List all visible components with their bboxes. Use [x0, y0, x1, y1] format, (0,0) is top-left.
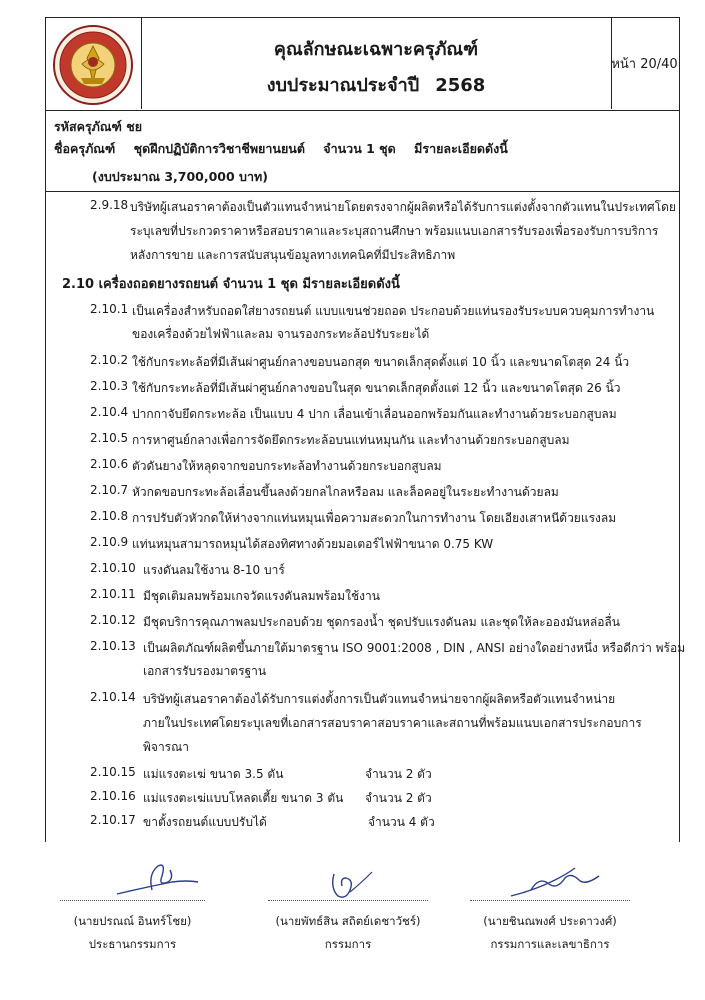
item-text: เป็นเครื่องสำหรับถอดใส่ยางรถยนต์ แบบแขนช่วยถอด ประกอบด้วยแท่นรองรับระบบควบคุมการทำงาน	[132, 304, 655, 318]
item-text: ของเครื่องด้วยไฟฟ้าและลม จานรองกระทะล้อปรับระยะได้	[132, 327, 430, 341]
item-text: ใช้กับกระทะล้อที่มีเส้นผ่าศูนย์กลางขอบนอกสุด ขนาดเล็กสุดตั้งแต่ 10 นิ้ว และขนาดโตสุด 24 นิ้ว	[132, 355, 630, 369]
item-text: ภายในประเทศโดยระบุเลขที่เอกสารสอบราคาสอบราคาและสถานที่พร้อมแนบเอกสารประกอบการ	[143, 716, 642, 730]
section-title: เครื่องถอดยางรถยนต์ จำนวน 1 ชุด มีรายละเอียดดังนี้	[98, 277, 400, 292]
equipment-name-line	[54, 139, 522, 159]
item-text: มีชุดบริการคุณภาพลมประกอบด้วย ชุดกรองน้ำ ชุดปรับแรงดันลม และชุดให้ละอองมันหล่อลื่น	[143, 615, 620, 629]
signer-role-2: กรรมการ	[324, 937, 372, 951]
item-quantity: จำนวน 2 ตัว	[365, 767, 432, 781]
signature-scrawl-2	[320, 866, 380, 904]
item-text: เอกสารรับรองมาตรฐาน	[143, 664, 267, 678]
item-number: 2.10.14	[90, 690, 136, 704]
signature-scrawl-3	[505, 862, 605, 902]
item-number: 2.10.2	[90, 353, 129, 367]
item-number: 2.10.1	[90, 302, 129, 316]
item-text: ขาตั้งรถยนต์แบบปรับได้	[143, 815, 267, 829]
item-quantity: จำนวน 2 ตัว	[365, 791, 432, 805]
signature-line-2	[268, 900, 428, 901]
item-number: 2.10.5	[90, 431, 129, 445]
item-text: การหาศูนย์กลางเพื่อการจัดยึดกระทะล้อบนแท่นหมุนกัน และทำงานด้วยกระบอกสูบลม	[132, 433, 570, 447]
signer-name-3: (นายชินณพงศ์ ประดาวงศ์)	[483, 914, 617, 928]
item-number: 2.10.3	[90, 379, 129, 393]
equipment-code: รหัสครุภัณฑ์ ชย	[54, 119, 143, 134]
item-number: 2.10.11	[90, 587, 136, 601]
item-text: แรงดันลมใช้งาน 8-10 บาร์	[143, 563, 285, 577]
item-text: ใช้กับกระทะล้อที่มีเส้นผ่าศูนย์กลางขอบในสุด ขนาดเล็กสุดตั้งแต่ 12 นิ้ว และขนาดโตสุด 26 นิ้ว	[132, 381, 621, 395]
item-text: หัวกดขอบกระทะล้อเลื่อนขึ้นลงด้วยกลไกลหรือลม และล็อคอยู่ในระยะทำงานด้วยลม	[132, 485, 559, 499]
item-text: บริษัทผู้เสนอราคาต้องเป็นตัวแทนจำหน่ายโดยตรงจากผู้ผลิตหรือได้รับการแต่งตั้งจากตัวแทนในประเทศโดย	[130, 200, 676, 214]
equipment-name-value: ชุดฝึกปฏิบัติการวิชาชีพยานยนต์	[133, 141, 305, 156]
item-number: 2.10.7	[90, 483, 129, 497]
item-text: ปากกาจับยึดกระทะล้อ เป็นแบบ 4 ปาก เลื่อนเข้าเลื่อนออกพร้อมกันและทำงานด้วยระบอกสูบลม	[132, 407, 617, 421]
vocational-education-seal-icon	[52, 24, 134, 106]
item-number: 2.10.17	[90, 813, 136, 827]
item-number: 2.9.18	[90, 198, 129, 212]
item-quantity: จำนวน 4 ตัว	[368, 815, 435, 829]
item-number: 2.10.8	[90, 509, 129, 523]
page-number-label: หน้า 20/40	[611, 57, 678, 72]
signature-scrawl-1	[112, 852, 202, 900]
equipment-info	[45, 111, 680, 192]
item-text: บริษัทผู้เสนอราคาต้องได้รับการแต่งตั้งการเป็นตัวแทนจำหน่ายจากผู้ผลิตหรือตัวแทนจำหน่าย	[143, 692, 616, 706]
budget-year-value: 2568	[435, 75, 486, 96]
equipment-quantity: จำนวน 1 ชุด	[323, 141, 396, 156]
item-number: 2.10.6	[90, 457, 129, 471]
item-number: 2.10.16	[90, 789, 136, 803]
equipment-name-label: ชื่อครุภัณฑ์	[54, 141, 116, 156]
signer-name-1: (นายปรณณ์ อินทร์โชย)	[73, 914, 192, 928]
signer-role-3: กรรมการและเลขาธิการ	[490, 937, 610, 951]
item-text: มีชุดเติมลมพร้อมเกจวัดแรงดันลมพร้อมใช้งาน	[143, 589, 380, 603]
item-text: พิจารณา	[143, 740, 189, 754]
budget-year-line	[141, 70, 611, 99]
item-text: แม่แรงตะเฆ่ ขนาด 3.5 ตัน	[143, 767, 284, 781]
item-text: แม่แรงตะเฆ่แบบโหลดเตี้ย ขนาด 3 ตัน	[143, 791, 344, 805]
item-text: เป็นผลิตภัณฑ์ผลิตขึ้นภายใต้มาตรฐาน ISO 9001:2008 , DIN , ANSI อย่างใดอย่างหนึ่ง หรือดีกว่า พร้อม	[143, 641, 686, 655]
item-text: หลังการขาย และการสนับสนุนข้อมูลทางเทคนิคที่มีประสิทธิภาพ	[130, 248, 456, 262]
page-number	[611, 18, 678, 109]
section-heading	[62, 273, 400, 294]
item-text: การปรับตัวหัวกดให้ห่างจากแท่นหมุนเพื่อความสะดวกในการทำงาน โดยเอียงเสาหนีด้วยแรงลม	[132, 511, 617, 525]
item-number: 2.10.4	[90, 405, 129, 419]
item-number: 2.10.15	[90, 765, 136, 779]
document-title: คุณลักษณะเฉพาะครุภัณฑ์	[273, 39, 479, 60]
equipment-budget: (งบประมาณ 3,700,000 บาท)	[92, 169, 268, 184]
logo-cell	[46, 18, 142, 109]
item-text: แท่นหมุนสามารถหมุนได้สองทิศทางด้วยมอเตอร์ไฟฟ้าขนาด 0.75 KW	[132, 537, 494, 551]
section-number: 2.10	[62, 277, 95, 292]
item-text: ระบุเลขที่ประกวดราคาหรือสอบราคาและระบุสถานศึกษา พร้อมแนบเอกสารรับรองเพื่อรองรับการบริการ	[130, 224, 659, 238]
item-number: 2.10.10	[90, 561, 136, 575]
budget-year-label: งบประมาณประจำปี	[266, 75, 420, 96]
item-text: ตัวดันยางให้หลุดจากขอบกระทะล้อทำงานด้วยกระบอกสูบลม	[132, 459, 442, 473]
item-number: 2.10.9	[90, 535, 129, 549]
document-header	[45, 17, 680, 111]
equipment-detail-note: มีรายละเอียดดังนี้	[414, 141, 508, 156]
item-number: 2.10.12	[90, 613, 136, 627]
title-cell	[141, 18, 612, 109]
signature-line-1	[60, 900, 205, 901]
signature-line-3	[470, 900, 630, 901]
item-number: 2.10.13	[90, 639, 136, 653]
signer-role-1: ประธานกรรมการ	[88, 937, 177, 951]
signer-name-2: (นายพัทธ์สิน สถิตย์เดชาวัชร์)	[275, 914, 421, 928]
